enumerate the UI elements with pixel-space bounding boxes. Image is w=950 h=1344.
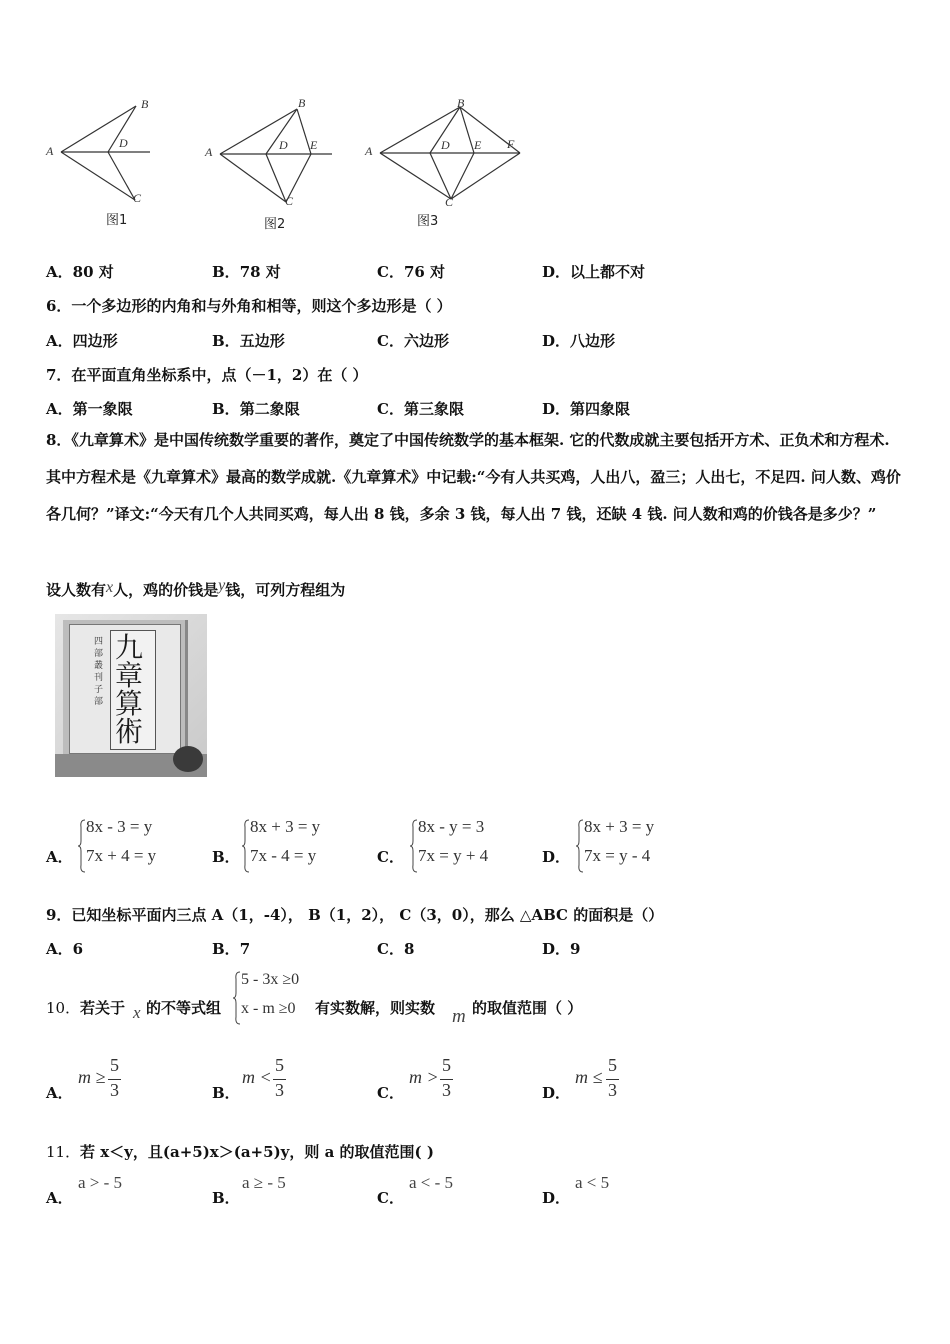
q6-option-b: B．五边形 [212,332,285,350]
figure-2-caption: 图2 [264,217,286,232]
figure-3-caption: 图3 [417,214,439,229]
q11-option-a-expr: a > - 5 [78,1173,123,1192]
q9-stem: 9．已知坐标平面内三点 A（1，-4）， B（1，2）， C（3，0），那么 △ABC 的面积是（） [46,906,664,924]
figure-3 [380,107,520,199]
fig1-label-c: C [133,191,142,205]
fig3-label-c: C [445,195,454,209]
q8-option-b-letter: B． [212,848,240,866]
fig3-label-a: A [365,144,373,158]
fig2-label-a: A [205,145,213,159]
q7-option-c: C．第三象限 [377,400,464,418]
q11-option-c-expr: a < - 5 [409,1173,454,1192]
q8-option-b-system: 8x + 3 = y 7x - 4 = y [242,817,352,875]
q10-num: 10． [46,999,81,1017]
q10-pre: 若关于 [80,999,126,1017]
q10-option-c-expr: m > 5 3 [409,1055,451,1100]
fig2-label-e: E [310,138,318,152]
fig2-label-c: C [285,194,294,208]
fig3-label-d: D [441,138,450,152]
q9-option-b: B．7 [212,940,251,958]
q5-option-b: B．78 对 [212,263,281,281]
q8-setup: 设人数有x人，鸡的价钱是y钱，可列方程组为 [46,577,346,599]
q10-mid: 的不等式组 [146,999,222,1017]
q7-option-b: B．第二象限 [212,400,300,418]
q10-option-d-letter: D． [542,1084,571,1102]
q10-option-a-expr: m ≥ 5 3 [78,1055,119,1100]
q10-option-a-letter: A． [46,1084,73,1102]
figure-1-caption: 图1 [106,213,128,228]
q7-stem: 7．在平面直角坐标系中，点（－1，2）在（ ） [46,366,368,384]
q10-option-d-expr: m ≤ 5 3 [575,1055,617,1100]
q10-post1: 有实数解，则实数 [315,999,436,1017]
q11-option-b-expr: a ≥ - 5 [242,1173,286,1192]
q10-post2: 的取值范围（ ） [472,999,583,1017]
fig1-label-d: D [119,136,128,150]
book-image [55,614,207,777]
q8-paragraph: 8．《九章算术》是中国传统数学重要的著作，奠定了中国传统数学的基本框架. 它的代数成就主要包括开方术、正负术和方程术. 其中方程术是《九章算术》最高的数学成就.《九章算术》中记载:“今有人共买鸡，人出八，盈三；人出七，不足四. 问人数、鸡价各几何？”译文:“今天有几个人共同买鸡，每人出 8 钱，多余 3 钱，每人出 7 钱，还缺 4 钱. 问人数和鸡的价钱各是多少？” [46,431,901,523]
q8-option-c-system: 8x - y = 3 7x = y + 4 [410,817,520,875]
book-side-text: 四部叢刊子部 [94,637,104,707]
q11-num: 11． [46,1143,81,1161]
q8-option-d-letter: D． [542,848,571,866]
q11-option-d-letter: D． [542,1189,571,1207]
q11-option-c-letter: C． [377,1189,404,1207]
q6-option-c: C．六边形 [377,332,449,350]
q10-option-b-expr: m < 5 3 [242,1055,284,1100]
q8-option-a-letter: A． [46,848,73,866]
q7-option-d: D．第四象限 [542,400,631,418]
fig3-label-b: B [457,96,465,110]
fig3-label-f: F [507,137,515,151]
q9-option-d: D．9 [542,940,581,958]
fig3-label-e: E [474,138,482,152]
q11-option-d-expr: a < 5 [575,1173,610,1192]
q11-option-a-letter: A． [46,1189,73,1207]
fig2-label-b: B [298,96,306,110]
q9-option-c: C．8 [377,940,415,958]
q6-stem: 6．一个多边形的内角和与外角和相等，则这个多边形是（ ） [46,297,452,315]
fig1-label-b: B [141,97,149,111]
fig1-label-a: A [46,144,54,158]
q5-option-a: A．80 对 [46,263,114,281]
book-title: 九章算術 [115,631,144,748]
figure-2 [220,109,332,202]
q10-var-m: m [452,1006,466,1027]
q7-option-a: A．第一象限 [46,400,133,418]
figure-1 [61,106,150,200]
q5-option-d: D．以上都不对 [542,263,646,281]
q11-option-b-letter: B． [212,1189,240,1207]
q5-option-c: C．76 对 [377,263,446,281]
q6-option-d: D．八边形 [542,332,616,350]
q9-option-a: A．6 [46,940,84,958]
q10-inequality-system: 5 - 3x ≥0 x - m ≥0 [233,969,323,1027]
q10-option-c-letter: C． [377,1084,404,1102]
q10-var-x: x [133,1003,141,1022]
q8-option-c-letter: C． [377,848,404,866]
q8-option-d-system: 8x + 3 = y 7x = y - 4 [576,817,686,875]
fig2-label-d: D [279,138,288,152]
q11-stem: 若 x＜y，且(a+5)x＞(a+5)y，则 a 的取值范围( ) [80,1143,434,1161]
q8-option-a-system: 8x - 3 = y 7x + 4 = y [78,817,188,875]
q10-option-b-letter: B． [212,1084,240,1102]
q6-option-a: A．四边形 [46,332,118,350]
